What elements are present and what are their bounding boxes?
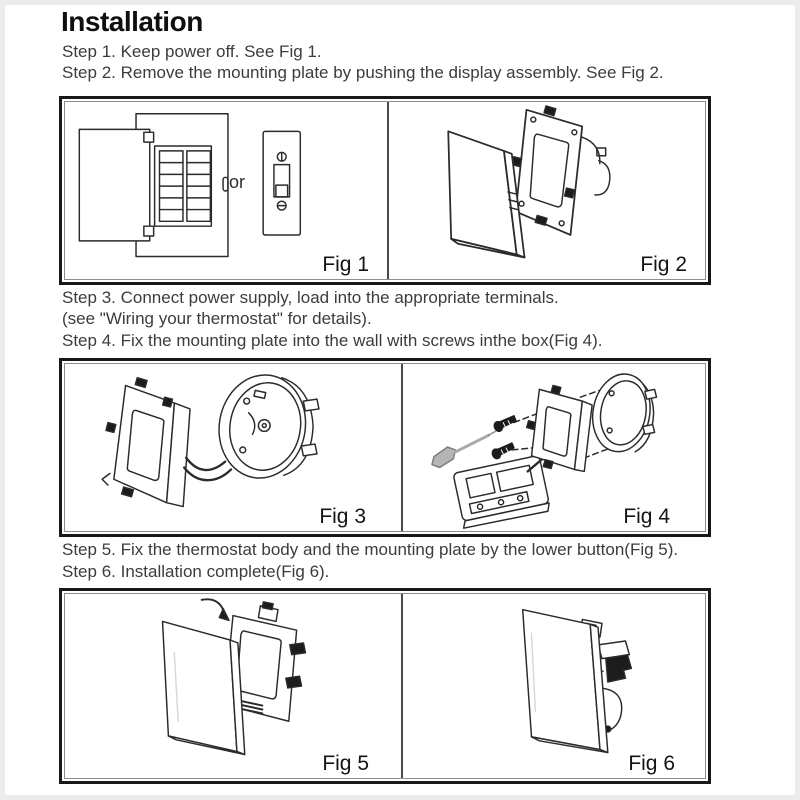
fig5-label: Fig 5 [322, 752, 369, 775]
panel-press-onto-plate-illustration [65, 594, 401, 778]
step-6-text: Step 6. Installation complete(Fig 6). [62, 562, 330, 581]
figure-box-2 [59, 358, 711, 537]
fig5-cell [65, 594, 403, 778]
step-5-text: Step 5. Fix the thermostat body and the mounting plate by the lower button(Fig 5). [62, 540, 679, 559]
figure-box-1 [59, 96, 711, 285]
page-title: Installation [61, 6, 203, 37]
fig4-label: Fig 4 [623, 505, 670, 528]
step-3-note: (see "Wiring your thermostat" for details). [62, 309, 372, 328]
fig1-label: Fig 1 [322, 253, 369, 276]
fig6-label: Fig 6 [628, 752, 675, 775]
step-3-text: Step 3. Connect power supply, load into the appropriate terminals. [62, 288, 559, 307]
step-1-text: Step 1. Keep power off. See Fig 1. [62, 42, 322, 61]
fig3-label: Fig 3 [319, 505, 366, 528]
fig3-cell [65, 364, 403, 531]
or-label: or [229, 172, 246, 192]
fig6-cell [403, 594, 705, 778]
assembled-thermostat-illustration [403, 594, 705, 778]
fig2-label: Fig 2 [640, 253, 687, 276]
step-4-text: Step 4. Fix the mounting plate into the wall with screws inthe box(Fig 4). [62, 331, 603, 350]
figure-box-3 [59, 588, 711, 784]
fig4-cell [403, 364, 705, 531]
step-2-text: Step 2. Remove the mounting plate by pushing the display assembly. See Fig 2. [62, 63, 664, 82]
fig2-cell [389, 102, 705, 279]
fig1-cell [65, 102, 389, 279]
